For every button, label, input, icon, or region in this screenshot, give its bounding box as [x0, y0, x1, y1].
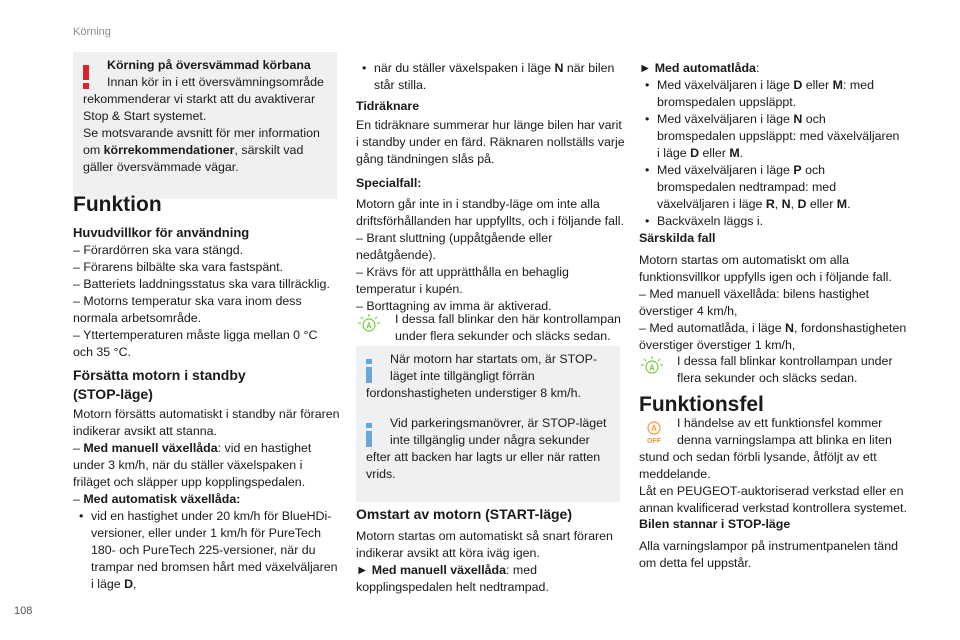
recommendations-link-text: körrekommendationer [103, 143, 235, 157]
info-icon [362, 358, 376, 384]
subheading-tidraknare: Tidräknare [356, 99, 420, 113]
lamp-caption: I dessa fall blinkar kontrollampan under flera sekunder och släcks sedan. [677, 354, 893, 385]
stop-start-off-lamp-icon [643, 420, 665, 444]
conditions-list [73, 242, 343, 361]
svg-text:A: A [651, 424, 657, 433]
list-item: • Backväxeln läggs i. [639, 213, 919, 230]
section-heading-funktionsfel: Funktionsfel [639, 393, 764, 416]
list-item: • Med växelväljaren i läge D eller M: med bromspedalen uppsläppt. [639, 77, 919, 111]
subheading-conditions: Huvudvillkor för användning [73, 225, 250, 240]
condition-line: – Batteriets laddningsstatus ska vara tillräcklig. [73, 277, 330, 291]
list-item: • vid en hastighet under 20 km/h för BlueHDi- versioner, eller under 1 km/h för PureTech 180- och PureTech 225-versioner, när du trampar ned bromsen hårt med växelväljaren i läge D, [73, 508, 343, 593]
info-box: När motorn har startats om, är STOP- läget inte tillgängligt förrän fordonshastigheten understiger 8 km/h. [356, 346, 620, 422]
stop-start-green-lamp-icon [358, 313, 380, 335]
condition-line: – Yttertemperaturen måste ligga mellan 0 °C [73, 328, 318, 342]
condition-line: – Motorns temperatur ska vara inom dess [73, 294, 302, 308]
list-item: • Med växelväljaren i läge N och bromspedalen uppsläppt: med växelväljaren i läge D eller M. [639, 111, 919, 162]
subheading-stop-mode: Bilen stannar i STOP-läge [639, 517, 791, 531]
list-item: • Med växelväljaren i läge P och bromspedalen nedtrampad: med växelväljaren i läge R, N, D eller M. [639, 162, 919, 213]
standby-text: Motorn försätts automatiskt i standby när föraren indikerar avsikt att stanna. – Med manuell växellåda: vid en hastighet under 3 km/h, när du ställer växelspaken i friläget och släpper upp kopplingspedalen. – Med automatisk växellåda: • vid en hastighet under 20 km/h för BlueHDi- versioner, eller under 1 km/h för PureTech 180- och PureTech 225-versioner, när du trampar ned bromsen hårt med växelväljaren i läge D, [73, 406, 343, 593]
restart-text: Motorn startas om automatiskt så snart föraren indikerar avsikt att köra iväg igen. ► Med manuell växellåda: med kopplingspedalen helt nedtrampad. [356, 529, 613, 594]
warning-text-line: Se motsvarande avsnitt för mer information [83, 126, 320, 140]
section-heading-funktion: Funktion [73, 193, 162, 216]
tidraknare-text: En tidräknare summerar hur länge bilen har varit i standby under en färd. Räknaren nollställs varje gång tändningen slås på. [356, 118, 625, 166]
subheading-sarskilda-fall: Särskilda fall [639, 231, 716, 245]
info-box: Vid parkeringsmanövrer, är STOP-läget inte tillgänglig under några sekunder efter att backen har lagts ur eller när ratten vrids. [356, 410, 620, 502]
warning-text-line: rekommenderar vi starkt att du avaktiverar [83, 92, 316, 106]
list-item: • när du ställer växelspaken i läge N när bilen står stilla. [356, 60, 640, 94]
svg-text:A: A [366, 321, 372, 331]
sarskilda-fall-text: Motorn startas om automatiskt om alla funktionsvillkor uppfylls igen och i följande fall. – Med manuell växellåda: bilens hastighet överstiger 4 km/h, – Med automatlåda, i läge N, fordonshastigheten överstiger överstiger 1 km/h, [639, 253, 907, 352]
column-2 [356, 0, 625, 594]
lamp-caption: I dessa fall blinkar den här kontrollampan under flera sekunder och släcks sedan. [395, 312, 621, 343]
svg-text:OFF: OFF [647, 438, 661, 444]
stop-mode-text: Alla varningslampor på instrumentpanelen tänd om detta fel uppstår. [639, 539, 898, 570]
warning-title: Körning på översvämmad körbana [107, 58, 311, 72]
subheading-standby: Försätta motorn i standby (STOP-läge) [73, 367, 246, 402]
warning-box [73, 52, 337, 199]
exclamation-icon [79, 64, 93, 90]
condition-line: och 35 °C. [73, 345, 131, 359]
specialfall-text: Motorn går inte in i standby-läge om inte alla driftsförhållanden har uppfyllts, och i följande fall. – Brant sluttning (uppåtgående eller nedåtgående). – Krävs för att upprätthålla en behaglig temperatur i kupén. – Borttagning av imma är aktiverad. [356, 197, 624, 313]
condition-line: – Förarens bilbälte ska vara fastspänt. [73, 260, 284, 274]
warning-text-line: om körrekommendationer, särskilt vad [83, 143, 304, 157]
stop-start-green-lamp-icon [641, 355, 663, 377]
fault-text: stund och sedan förbli lysande, åtföljt av ett meddelande. Låt en PEUGEOT-auktoriserad verkstad eller en annan kvalificerad verkstad kontrollera systemet. [639, 450, 907, 515]
fault-text-top: I händelse av ett funktionsfel kommer denna varningslampa att blinka en liten [677, 416, 892, 447]
auto-conditions-list [639, 77, 919, 230]
subheading-specialfall: Specialfall: [356, 176, 422, 190]
auto-gearbox-heading: ► Med automatlåda: [639, 61, 760, 75]
running-header: Körning [73, 26, 111, 38]
page-number: 108 [14, 605, 33, 617]
warning-text-line: gäller översvämmade vägar. [83, 160, 239, 174]
warning-text-line: Stop & Start systemet. [83, 109, 207, 123]
info-icon [362, 422, 376, 448]
subheading-restart: Omstart av motorn (START-läge) [356, 506, 572, 522]
condition-line: – Förardörren ska vara stängd. [73, 243, 244, 257]
condition-line: normala arbetsområde. [73, 311, 202, 325]
svg-text:A: A [649, 363, 655, 373]
warning-text-line: Innan kör in i ett översvämningsområde [107, 75, 324, 89]
